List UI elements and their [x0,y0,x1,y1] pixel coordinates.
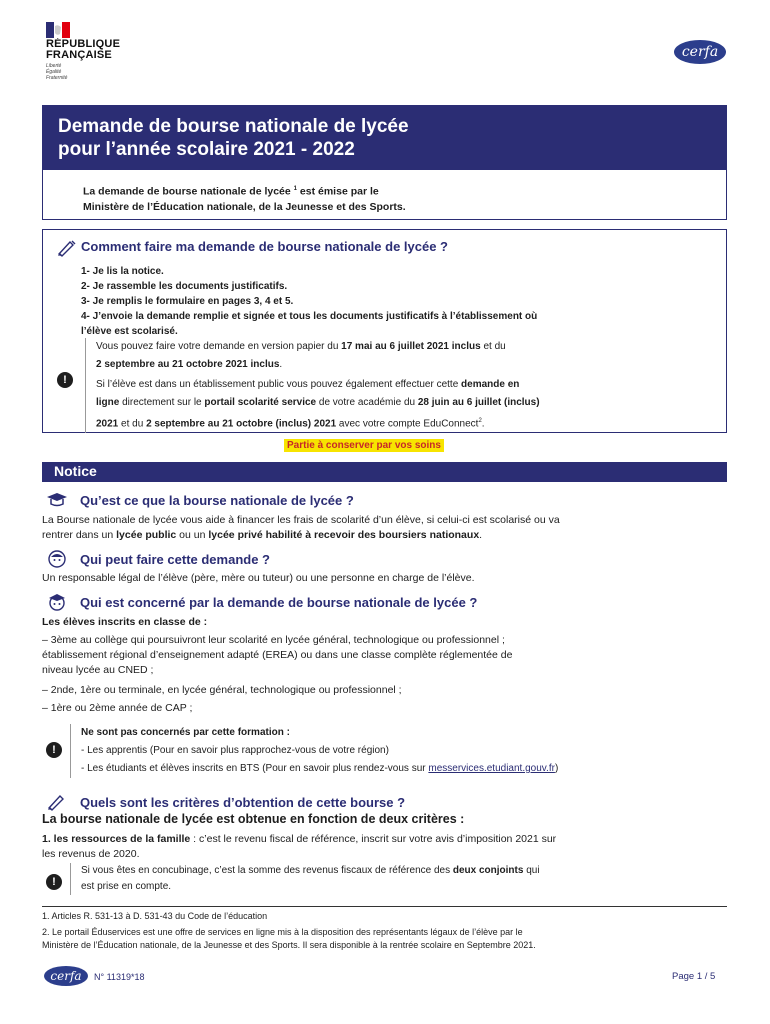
howto-heading: Comment faire ma demande de bourse nationale de lycée ? [81,239,448,254]
howto-box [42,229,727,433]
warning-icon: ! [57,372,73,388]
graduation-cap-icon [46,492,68,508]
title-line2: pour l’année scolaire 2021 - 2022 [58,139,355,160]
notice-band: Notice [42,462,727,482]
footnote-1: 1. Articles R. 531-13 à D. 531-43 du Code de l’éducation [42,911,268,921]
republique-name-line2: FRANÇAISE [46,49,112,61]
q2-text: Un responsable légal de l’élève (père, mère ou tuteur) ou une personne en charge de l’élève. [42,572,475,584]
motto-egalite: Égalité [46,69,62,75]
howto-deadlines [85,338,715,433]
q4-criterion-1: 1. les ressources de la famille : c’est le revenu fiscal de référence, inscrit sur votre avis d’imposition 2021 sur les revenus de 2020. [42,833,557,860]
messervices-link[interactable]: messervices.etudiant.gouv.fr [428,763,555,774]
title-line1: Demande de bourse nationale de lycée [58,116,409,137]
cerfa-logo: cerfa [674,40,726,64]
warning-icon: ! [46,874,62,890]
q2-title: Qui peut faire cette demande ? [80,552,270,567]
motto-liberte: Liberté [46,63,62,69]
q4-warning: Si vous êtes en concubinage, c’est la somme des revenus fiscaux de référence des deux conjoints qui est prise en compte. [70,863,720,895]
paper-line2: 2 septembre au 21 octobre 2021 inclus. [96,359,283,370]
footnotes [42,906,727,952]
pen-icon [46,793,68,814]
q3-sub: Les élèves inscrits en classe de : [42,616,208,628]
step-3: 3- Je remplis le formulaire en pages 3, 4 et 5. [81,296,294,307]
q3-title: Qui est concerné par la demande de bourse nationale de lycée ? [80,595,478,610]
q1-text: La Bourse nationale de lycée vous aide à financer les frais de scolarité d’un élève, si celui-ci est scolarisé ou va rentrer dans un lycée public ou un lycée privé habilité à recevoir des boursiers nationaux. [42,514,560,541]
q4-sub: La bourse nationale de lycée est obtenue en fonction de deux critères : [42,812,465,826]
step-1: 1- Je lis la notice. [81,266,164,277]
page-number: Page 1 / 5 [672,971,716,982]
student-head-icon [46,594,68,610]
motto-fraternite: Fraternité [46,75,68,81]
keep-label: Partie à conserver par vos soins [284,439,444,452]
marianne-flag-icon [46,22,68,36]
paper-line1: Vous pouvez faire votre demande en version papier du 17 mai au 6 juillet 2021 inclus et du [96,341,506,352]
online-line2: ligne directement sur le portail scolarité service de votre académie du 28 juin au 6 juillet (inclus) [96,397,540,408]
step-4-cont: l’élève est scolarisé. [81,326,178,337]
q3-list: Les élèves inscrits en classe de : – 3ème au collège qui poursuivront leur scolarité en lycée général, technologique ou professionnel ; établissement régional d’enseignement adapté (EREA) ou dans une classe complète réglementée de niveau lycée au CNED ; – 2nde, 1ère ou terminale, en lycée général, technologique ou professionnel ; – 1ère ou 2ème année de CAP ; [42,615,732,716]
intro-line1: La demande de bourse nationale de lycée $^1$ est émise par le [83,185,379,198]
footer-cerfa-logo: cerfa [44,966,88,986]
q4-title: Quels sont les critères d’obtention de cette bourse ? [80,795,406,810]
online-line3: 2021 et du 2 septembre au 21 octobre (inclus) 2021 avec votre compte EduConnect$^2$. [96,418,485,430]
title-band [42,105,727,170]
q1-title: Qu’est ce que la bourse nationale de lycée ? [80,493,354,508]
person-head-icon [46,551,68,567]
step-2: 2- Je rassemble les documents justificatifs. [81,281,288,292]
step-4: 4- J’envoie la demande remplie et signée et tous les documents justificatifs à l’établissement où [81,311,538,322]
warning-icon: ! [46,742,62,758]
online-line1: Si l’élève est dans un établissement public vous pouvez également effectuer cette demande en [96,379,520,390]
intro-line2: Ministère de l’Éducation nationale, de la Jeunesse et des Sports. [83,200,406,213]
intro-box [42,170,727,220]
pen-icon [57,239,77,260]
republique-name-line1: RÉPUBLIQUE [46,38,121,50]
q3-exclusions: Ne sont pas concernés par cette formation : - Les apprentis (Pour en savoir plus rapprochez-vous de votre région) - Les étudiants et élèves inscrits en BTS (Pour en savoir plus rendez-vous sur messervices.etudiant.gouv.fr) [70,724,720,778]
howto-steps [81,264,537,339]
footnote-2-line1: 2. Le portail Éduservices est une offre de services en ligne mis à la disposition des représentants légaux de l’élève par le [42,927,523,937]
footnote-2-line2: Ministère de l’Éducation nationale, de la Jeunesse et des Sports. Il sera disponible à la rentrée scolaire en Septembre 2021. [42,940,536,950]
republique-francaise-logo [46,22,146,81]
form-number: N° 11319*18 [94,972,145,982]
